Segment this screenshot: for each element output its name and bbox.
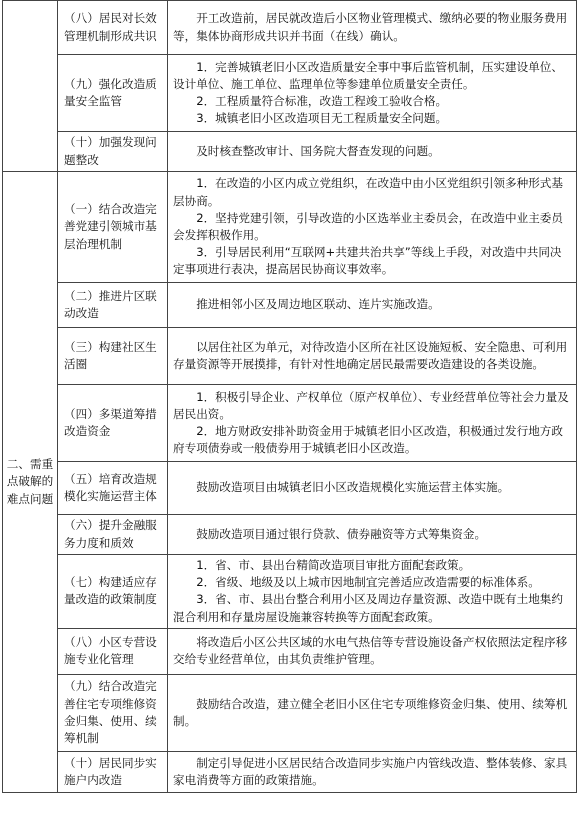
item-content bbox=[168, 628, 577, 674]
content-line: 将改造后小区公共区域的水电气热信等专营设施设备产权依照法定程序移交给专业经营单位，由其负责维护管理。 bbox=[173, 635, 568, 667]
content-line: 以居住社区为单元，对待改造小区所在社区设施短板、安全隐患、可利用存量资源等开展摸排，有针对性地确定居民最需要改造建设的各类设施。 bbox=[173, 339, 568, 371]
table-row bbox=[3, 55, 577, 132]
item-content bbox=[168, 674, 577, 751]
policy-table bbox=[2, 0, 577, 793]
item-title: （四）多渠道筹措改造资金 bbox=[58, 385, 168, 462]
content-line: 鼓励结合改造，建立健全老旧小区住宅专项维修资金归集、使用、续筹机制。 bbox=[173, 696, 568, 728]
content-line: 2．省级、地级及以上城市因地制宜完善适应改造需要的标准体系。 bbox=[196, 575, 540, 590]
item-content bbox=[168, 283, 577, 328]
table-row bbox=[3, 628, 577, 674]
item-title: （十）居民同步实施户内改造 bbox=[58, 751, 168, 792]
category-cell-empty bbox=[3, 1, 58, 172]
table-row bbox=[3, 751, 577, 792]
table-row bbox=[3, 1, 577, 55]
content-line: 制定引导促进小区居民结合改造同步实施户内管线改造、整体装修、家具家电消费等方面的政策措施。 bbox=[173, 755, 568, 787]
category-label: 二、需重点破解的难点问题 bbox=[3, 172, 58, 793]
content-line: 开工改造前，居民就改造后小区物业管理模式、缴纳必要的物业服务费用等，集体协商形成共识并书面（在线）确认。 bbox=[173, 11, 568, 43]
item-content bbox=[168, 555, 577, 629]
content-line: 2．地方财政安排补助资金用于城镇老旧小区改造，积极通过发行地方政府专项债券或一般债券用于城镇老旧小区改造。 bbox=[173, 424, 563, 456]
table-row bbox=[3, 283, 577, 328]
content-line: 1．积极引导企业、产权单位（原产权单位）、专业经营单位等社会力量及居民出资。 bbox=[173, 389, 569, 421]
content-line: 1．在改造的小区内成立党组织，在改造中由小区党组织引领多种形式基层协商。 bbox=[173, 176, 563, 208]
item-title: （一）结合改造完善党建引领城市基层治理机制 bbox=[58, 172, 168, 283]
table-row bbox=[3, 328, 577, 385]
item-content bbox=[168, 462, 577, 515]
item-title: （七）构建适应存量改造的政策制度 bbox=[58, 555, 168, 629]
content-line: 3．城镇老旧小区改造项目无工程质量安全问题。 bbox=[196, 111, 448, 126]
content-line: 鼓励改造项目通过银行贷款、债券融资等方式筹集资金。 bbox=[196, 526, 487, 541]
item-content bbox=[168, 328, 577, 385]
item-title: （八）居民对长效管理机制形成共识 bbox=[58, 1, 168, 55]
content-line: 2．坚持党建引领，引导改造的小区选举业主委员会，在改造中业主委员会发挥积极作用。 bbox=[173, 210, 563, 242]
item-content bbox=[168, 751, 577, 792]
content-line: 1．省、市、县出台精简改造项目审批方面配套政策。 bbox=[196, 558, 471, 572]
content-line: 推进相邻小区及周边地区联动、连片实施改造。 bbox=[196, 297, 440, 312]
table-row bbox=[3, 385, 577, 462]
content-line: 3．引导居民利用“互联网+共建共治共享”等线上手段，对改造中共同决定事项进行表决，提高居民协商议事效率。 bbox=[173, 245, 562, 277]
content-line: 及时核查整改审计、国务院大督查发现的问题。 bbox=[196, 143, 440, 158]
item-content bbox=[168, 515, 577, 555]
policy-table-body bbox=[3, 1, 577, 793]
content-line: 1．完善城镇老旧小区改造质量安全事中事后监管机制，压实建设单位、设计单位、施工单位、监理单位等参建单位质量安全责任。 bbox=[173, 59, 563, 91]
table-row bbox=[3, 462, 577, 515]
table-row bbox=[3, 674, 577, 751]
item-title: （九）强化改造质量安全监管 bbox=[58, 55, 168, 132]
item-content bbox=[168, 172, 577, 283]
item-content bbox=[168, 385, 577, 462]
item-content bbox=[168, 1, 577, 55]
item-title: （二）推进片区联动改造 bbox=[58, 283, 168, 328]
item-content bbox=[168, 132, 577, 172]
item-title: （十）加强发现问题整改 bbox=[58, 132, 168, 172]
table-row bbox=[3, 515, 577, 555]
table-row bbox=[3, 172, 577, 283]
content-line: 3．省、市、县出台整合利用小区及周边存量资源、改造中既有土地集约混合利用和存量房屋设施兼容转换等方面配套政策。 bbox=[173, 592, 563, 624]
item-title: （五）培育改造规模化实施运营主体 bbox=[58, 462, 168, 515]
item-title: （九）结合改造完善住宅专项维修资金归集、使用、续筹机制 bbox=[58, 674, 168, 751]
item-title: （八）小区专营设施专业化管理 bbox=[58, 628, 168, 674]
item-title: （三）构建社区生活圈 bbox=[58, 328, 168, 385]
item-title: （六）提升金融服务力度和质效 bbox=[58, 515, 168, 555]
table-row bbox=[3, 555, 577, 629]
item-content bbox=[168, 55, 577, 132]
table-row bbox=[3, 132, 577, 172]
content-line: 鼓励改造项目由城镇老旧小区改造规模化实施运营主体实施。 bbox=[196, 480, 510, 495]
content-line: 2．工程质量符合标准，改造工程竣工验收合格。 bbox=[196, 94, 448, 108]
